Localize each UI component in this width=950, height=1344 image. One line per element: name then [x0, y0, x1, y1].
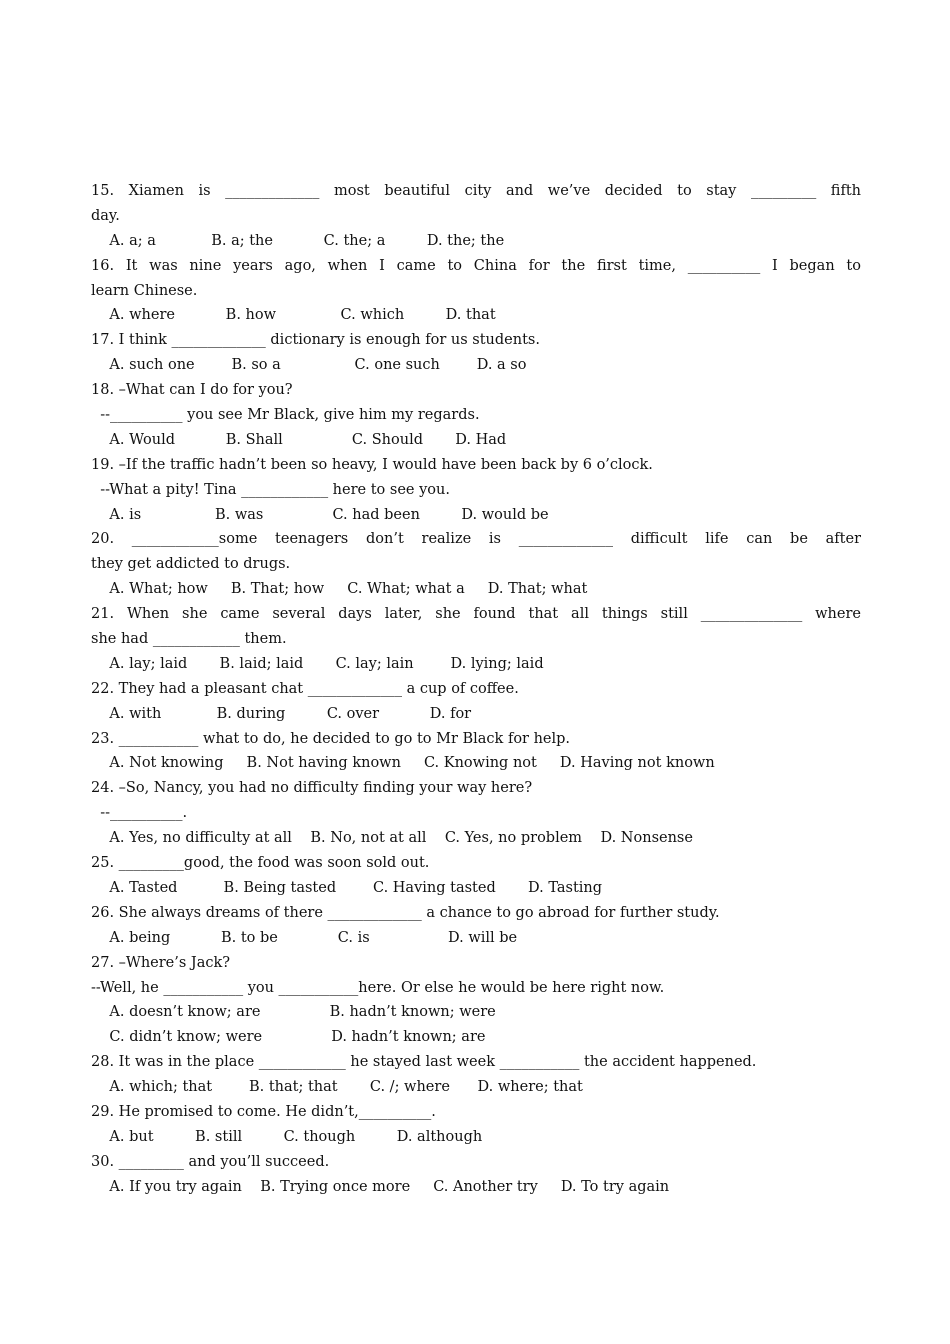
text-line: A. If you try again B. Trying once more C. Another try D. To try again — [91, 1178, 670, 1195]
text-line: 23. ___________ what to do, he decided to go to Mr Black for help. — [91, 730, 571, 747]
text-line: 24. –So, Nancy, you had no difficulty finding your way here? — [91, 780, 533, 797]
text-line: 30. _________ and you’ll succeed. — [91, 1153, 330, 1170]
text-line: 15. Xiamen is _____________ most beautiful city and we’ve decided to stay _________ fifth — [91, 183, 861, 199]
text-line: 27. –Where’s Jack? — [91, 954, 231, 971]
text-line: 29. He promised to come. He didn’t,__________. — [91, 1103, 436, 1120]
text-line: day. — [91, 207, 120, 224]
text-line: A. is B. was C. had been D. would be — [91, 506, 549, 523]
text-line: they get addicted to drugs. — [91, 556, 291, 573]
text-line: she had ____________ them. — [91, 631, 287, 648]
text-line: 21. When she came several days later, she found that all things still ______________ where — [91, 606, 861, 623]
text-line: 28. It was in the place ____________ he stayed last week ___________ the accident happened. — [91, 1054, 757, 1071]
text-line: A. a; a B. a; the C. the; a D. the; the — [91, 232, 505, 249]
text-line: 20. ____________some teenagers don’t realize is _____________ difficult life can be after — [91, 531, 861, 548]
text-line: A. which; that B. that; that C. /; where D. where; that — [91, 1079, 583, 1096]
text-line: 22. They had a pleasant chat _____________ a cup of coffee. — [91, 680, 519, 697]
text-line: A. Would B. Shall C. Should D. Had — [91, 431, 507, 448]
text-line: A. Not knowing B. Not having known C. Knowing not D. Having not known — [91, 755, 715, 772]
text-line: 19. –If the traffic hadn’t been so heavy, I would have been back by 6 o’clock. — [91, 456, 653, 473]
text-line: A. What; how B. That; how C. What; what a D. That; what — [91, 581, 588, 598]
text-line: 26. She always dreams of there _____________ a chance to go abroad for further study. — [91, 904, 720, 921]
text-line: C. didn’t know; were D. hadn’t known; are — [91, 1029, 486, 1046]
text-line: A. Tasted B. Being tasted C. Having tasted D. Tasting — [91, 879, 603, 896]
exam-page — [91, 179, 861, 1200]
text-line: A. lay; laid B. laid; laid C. lay; lain D. lying; laid — [91, 655, 544, 672]
text-line: A. Yes, no difficulty at all B. No, not at all C. Yes, no problem D. Nonsense — [91, 830, 693, 847]
text-line: learn Chinese. — [91, 282, 198, 299]
text-line: --__________. — [91, 805, 188, 822]
text-line: A. with B. during C. over D. for — [91, 705, 472, 722]
text-line: --What a pity! Tina ____________ here to see you. — [91, 481, 450, 498]
text-line: A. but B. still C. though D. although — [91, 1128, 483, 1145]
text-line: --__________ you see Mr Black, give him my regards. — [91, 407, 480, 424]
text-line: A. such one B. so a C. one such D. a so — [91, 357, 527, 374]
text-line: A. where B. how C. which D. that — [91, 307, 496, 324]
text-line: 25. _________good, the food was soon sold out. — [91, 855, 430, 872]
text-line: --Well, he ___________ you ___________here. Or else he would be here right now. — [91, 979, 665, 996]
text-line: 18. –What can I do for you? — [91, 382, 293, 399]
text-line: 16. It was nine years ago, when I came to China for the first time, __________ I began to — [91, 257, 861, 274]
text-line: 17. I think _____________ dictionary is enough for us students. — [91, 332, 540, 349]
text-line: A. being B. to be C. is D. will be — [91, 929, 518, 946]
text-line: A. doesn’t know; are B. hadn’t known; were — [91, 1004, 496, 1021]
